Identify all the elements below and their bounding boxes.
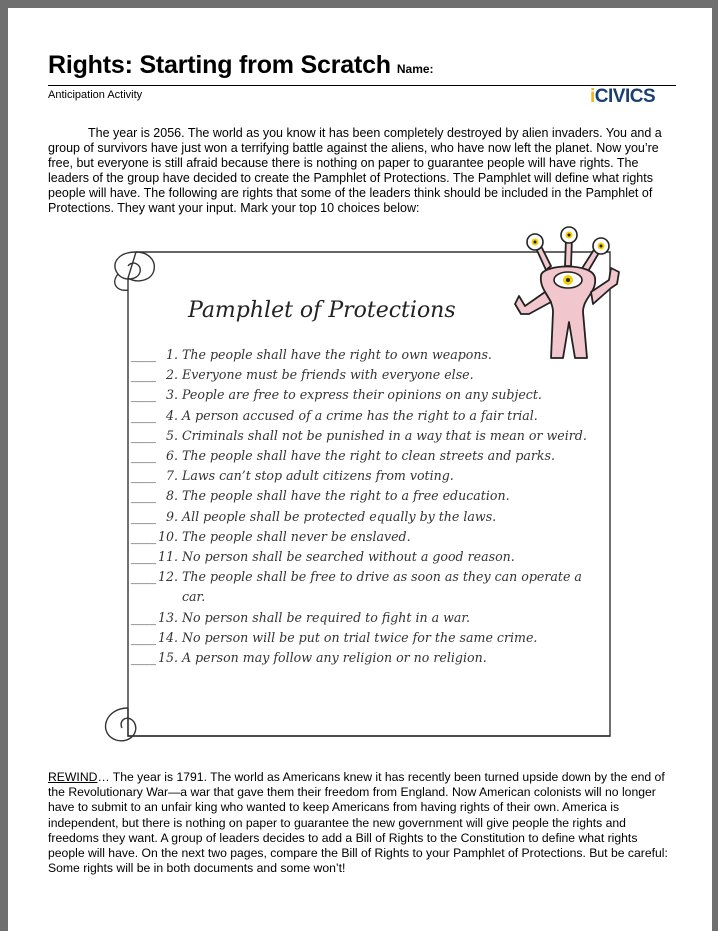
blank-line[interactable]: ____: [130, 549, 156, 565]
item-text: The people shall have the right to a free education.: [182, 488, 510, 504]
list-item: [128, 385, 598, 405]
item-number: 1.: [165, 347, 178, 362]
list-item: [128, 507, 598, 527]
title-rule: [48, 85, 676, 86]
blank-line[interactable]: ____: [130, 488, 156, 504]
pamphlet-title: Pamphlet of Protections: [188, 298, 456, 323]
pamphlet-scroll: [88, 238, 668, 748]
list-item: [128, 446, 598, 466]
logo-i: i: [590, 86, 595, 107]
pamphlet-items: [128, 345, 598, 668]
blank-line[interactable]: ____: [130, 367, 156, 383]
list-item: [128, 527, 598, 547]
logo-c: C: [594, 86, 609, 107]
list-item: [128, 406, 598, 426]
item-text: A person accused of a crime has the right to a fair trial.: [182, 407, 538, 423]
item-text: The people shall have the right to own weapons.: [182, 347, 492, 362]
item-text: The people shall be free to drive as soon as they can operate a car.: [182, 569, 582, 605]
item-text: Criminals shall not be punished in a way that is mean or weird.: [182, 427, 587, 443]
item-text: All people shall be protected equally by the laws.: [182, 508, 497, 524]
blank-line[interactable]: ____: [130, 468, 156, 484]
item-number: 11.: [157, 549, 178, 565]
rewind-label: REWIND: [48, 770, 98, 784]
blank-line[interactable]: ____: [130, 629, 156, 645]
item-number: 10.: [157, 528, 178, 544]
rewind-text: … The year is 1791. The world as Americans knew it has recently been turned upside down by the end of the Revolutionary War—a war that gave them their freedom from England. Now American colonists will no longer have to submit to an unfair king who wanted to keep Americans from having rights of their own. America is independent, but there is nothing on paper to guarantee the new government will give people the rights and freedoms they want. A group of leaders decides to add a Bill of Rights to the Constitution to define what rights people will have. On the next two pages, compare the Bill of Rights to your Pamphlet of Protections. But be careful: Some rights will be in both documents and some won’t!: [48, 770, 668, 876]
item-text: People are free to express their opinions on any subject.: [182, 387, 542, 403]
item-text: A person may follow any religion or no religion.: [182, 650, 487, 666]
list-item: [128, 365, 598, 385]
item-number: 5.: [165, 427, 178, 443]
blank-line[interactable]: ____: [130, 508, 156, 524]
item-text: Everyone must be friends with everyone else.: [182, 367, 474, 383]
item-number: 13.: [157, 609, 178, 625]
list-item: [128, 608, 598, 628]
blank-line[interactable]: ____: [130, 448, 156, 464]
intro-paragraph: The year is 2056. The world as you know it has been completely destroyed by alien invaders. You and a group of survivors have just won a terrifying battle against the aliens, who have now left the planet. Now you’re free, but everyone is still afraid because there is nothing on paper to guarantee people will have rights. The leaders of the group have decided to create the Pamphlet of Protections. The Pamphlet will define what rights people will have. The following are rights that some of the leaders think should be included in the Pamphlet of Protections. They want your input. Mark your top 10 choices below:: [48, 126, 662, 215]
item-number: 6.: [165, 448, 178, 464]
list-item: [128, 345, 598, 365]
list-item: [128, 648, 598, 668]
blank-line[interactable]: ____: [130, 609, 156, 625]
item-number: 4.: [165, 407, 178, 423]
item-number: 14.: [157, 629, 178, 645]
subtitle: Anticipation Activity: [48, 89, 143, 101]
blank-line[interactable]: ____: [130, 569, 156, 585]
item-number: 12.: [157, 569, 178, 585]
item-text: The people shall have the right to clean streets and parks.: [182, 448, 556, 464]
icivics-logo: [590, 86, 655, 108]
list-item: [128, 486, 598, 506]
list-item: [128, 547, 598, 567]
item-text: Laws can’t stop adult citizens from voting.: [182, 468, 454, 484]
worksheet-page: [8, 8, 712, 931]
list-item: [128, 466, 598, 486]
item-text: No person shall be required to fight in a war.: [182, 609, 471, 625]
blank-line[interactable]: ____: [130, 650, 156, 666]
list-item: [128, 628, 598, 648]
list-item: [128, 426, 598, 446]
item-number: 15.: [157, 650, 178, 666]
item-number: 3.: [165, 387, 178, 403]
blank-line[interactable]: ____: [130, 407, 156, 423]
name-label: Name:: [396, 62, 434, 76]
item-number: 7.: [165, 468, 178, 484]
list-item: [128, 567, 598, 607]
item-number: 2.: [165, 367, 178, 383]
rewind-paragraph: [48, 770, 676, 876]
blank-line[interactable]: ____: [130, 528, 156, 544]
logo-rest: IVICS: [608, 86, 656, 107]
item-number: 9.: [165, 508, 178, 524]
item-text: The people shall never be enslaved.: [182, 528, 411, 544]
item-text: No person will be put on trial twice for the same crime.: [182, 629, 538, 645]
page-title: Rights: Starting from Scratch: [48, 51, 391, 79]
blank-line[interactable]: ____: [130, 427, 156, 443]
item-number: 8.: [165, 488, 178, 504]
blank-line[interactable]: ____: [130, 387, 156, 403]
blank-line[interactable]: ____: [130, 347, 156, 362]
item-text: No person shall be searched without a good reason.: [182, 549, 515, 565]
